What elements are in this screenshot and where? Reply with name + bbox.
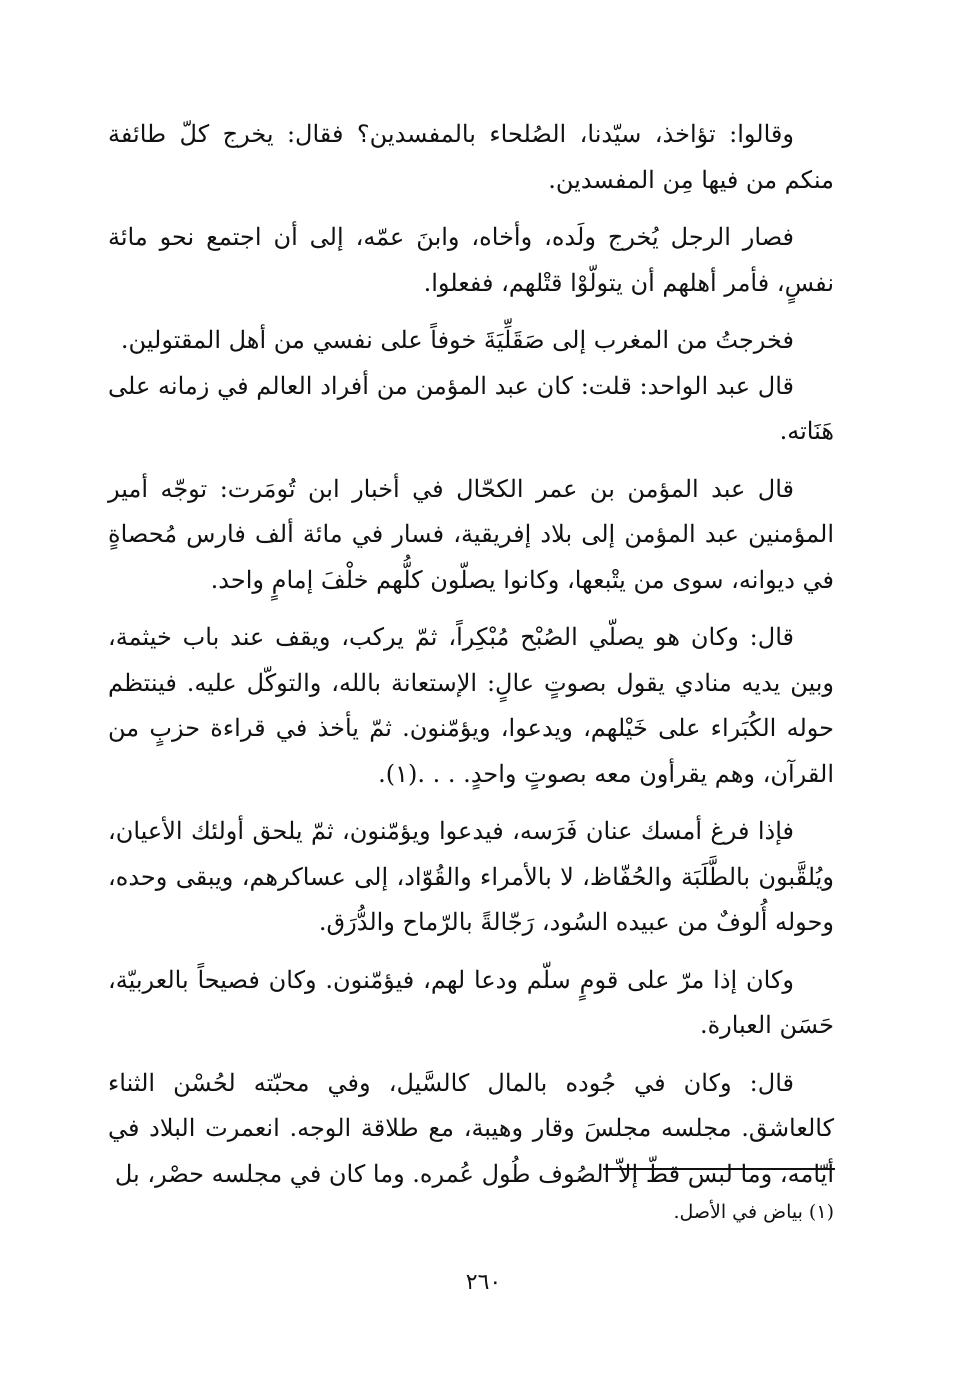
paragraph-9: قال: وكان في جُوده بالمال كالسَّيل، وفي محبّته لحُسْن الثناء كالعاشق. مجلسه مجلسَ وقار وهيبة، مع طلاقة الوجه. انعمرت البلاد في أيّامه، وما لبس قطّ إلاّ الصُوف طُول عُمره. وما كان في مجلسه حصْر، بل	[108, 1068, 834, 1188]
paragraph-8: وكان إذا مرّ على قومٍ سلّم ودعا لهم، فيؤمّنون. وكان فصيحاً بالعربيّة، حَسَن العبارة.	[108, 965, 834, 1039]
page-body	[108, 112, 834, 1205]
paragraph-1: وقالوا: تؤاخذ، سيّدنا، الصُلحاء بالمفسدين؟ فقال: يخرج كلّ طائفة منكم من فيها مِن المفسدين.	[108, 120, 834, 194]
paragraph-3: فخرجتُ من المغرب إلى صَقَلِّيَةَ خوفاً على نفسي من أهل المقتولين.	[120, 326, 794, 354]
page-number: ٢٦٠	[465, 1270, 502, 1295]
paragraph-7: فإذا فرغ أمسك عنان فَرَسه، فيدعوا ويؤمّنون، ثمّ يلحق أولئك الأعيان، ويُلقَّبون بالطَّلَبَة والحُفّاظ، لا بالأمراء والقُوّاد، إلى عساكرهم، ويبقى وحده، وحوله أُلوفٌ من عبيده السُود، رَجّالةً بالرّماح والدُّرَق.	[108, 817, 834, 936]
footnote-divider	[603, 1168, 835, 1170]
paragraph-2: فصار الرجل يُخرج ولَده، وأخاه، وابنَ عمّه، إلى أن اجتمع نحو مائة نفسٍ، فأمر أهلهم أن يتولّوْا قتْلهم، ففعلوا.	[108, 223, 834, 297]
paragraph-5: قال عبد المؤمن بن عمر الكحّال في أخبار ابن تُومَرت: توجّه أمير المؤمنين عبد المؤمن إلى بلاد إفريقية، فسار في مائة ألف فارس مُحصاةٍ في ديوانه، سوى من يتْبعها، وكانوا يصلّون كلُّهم خلْفَ إمامٍ واحد.	[108, 474, 834, 594]
paragraph-4: قال عبد الواحد: قلت: كان عبد المؤمن من أفراد العالم في زمانه على هَنَاته.	[108, 371, 834, 445]
paragraph-6: قال: وكان هو يصلّي الصُبْح مُبْكِراً، ثمّ يركب، ويقف عند باب خيثمة، وبين يديه منادي يقول بصوتٍ عالٍ: الإستعانة بالله، والتوكّل عليه. فينتظم حوله الكُبَراء على خَيْلهم، ويدعوا، ويؤمّنون. ثمّ يأخذ في قراءة حزبٍ من القرآن، وهم يقرأون معه بصوتٍ واحدٍ. . . .(١).	[108, 623, 834, 788]
footnote: (١) بياض في الأصل.	[673, 1201, 834, 1223]
